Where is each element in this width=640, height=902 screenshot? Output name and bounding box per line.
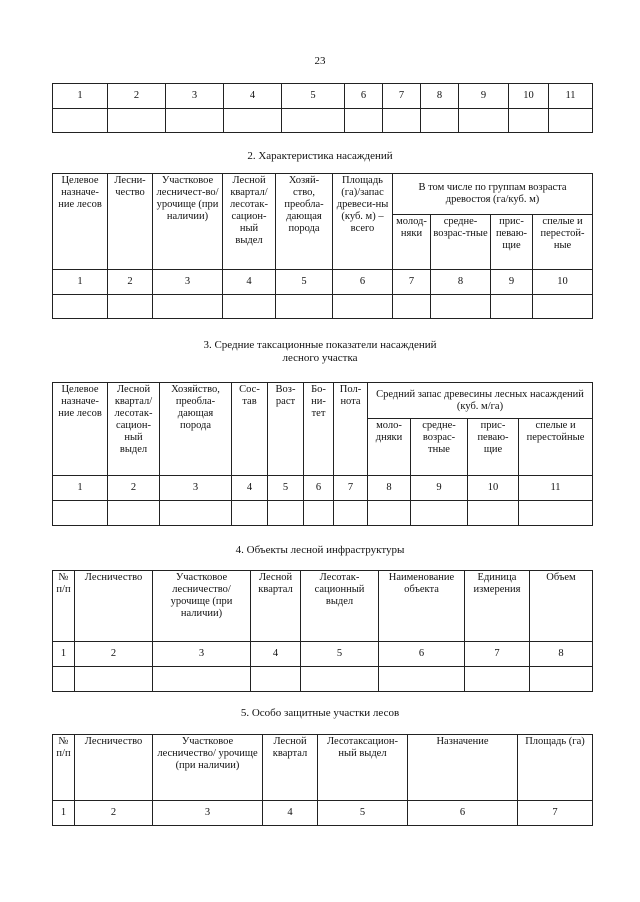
table-header-row xyxy=(53,174,593,215)
col-number: 1 xyxy=(53,270,108,295)
empty-cell xyxy=(379,667,465,692)
empty-cell xyxy=(509,109,549,133)
empty-cell xyxy=(224,109,282,133)
header-cell: Лесотаксацион-ный выдел xyxy=(318,735,408,801)
header-cell: Участковое лесничест-во/урочище (при наличии) xyxy=(153,174,223,270)
header-cell: Бо-ни-тет xyxy=(304,383,334,476)
empty-cell xyxy=(533,295,593,319)
header-cell: Целевое назначе-ние лесов xyxy=(53,383,108,476)
header-cell: Лесной квартал/ лесотак-сацион-ный выдел xyxy=(223,174,276,270)
empty-cell xyxy=(368,501,411,526)
section-title-line: 3. Средние таксационные показатели насаждений xyxy=(203,339,437,351)
col-number: 5 xyxy=(282,84,345,109)
empty-cell xyxy=(108,295,153,319)
empty-cell xyxy=(223,295,276,319)
table-row xyxy=(53,667,593,692)
empty-cell xyxy=(301,667,379,692)
col-number: 11 xyxy=(549,84,593,109)
empty-cell xyxy=(160,501,232,526)
empty-cell xyxy=(276,295,333,319)
subheader-cell: спелые и перестой-ные xyxy=(533,215,593,270)
table-row xyxy=(53,84,593,109)
col-number: 7 xyxy=(518,801,593,826)
header-cell: Участковое лесничество/ урочище (при наличии) xyxy=(153,571,251,642)
col-number: 3 xyxy=(153,801,263,826)
col-number: 5 xyxy=(301,642,379,667)
table-forest-infrastructure xyxy=(52,570,593,692)
header-cell: Лесничество xyxy=(75,571,153,642)
header-cell: Лесной квартал xyxy=(251,571,301,642)
section-title: 2. Характеристика насаждений xyxy=(247,150,393,162)
table-row xyxy=(53,801,593,826)
col-number: 4 xyxy=(224,84,282,109)
empty-cell xyxy=(75,667,153,692)
subheader-cell: спелые и перестойные xyxy=(519,419,593,476)
col-number: 6 xyxy=(379,642,465,667)
table-stand-characteristics xyxy=(52,173,593,319)
col-number: 7 xyxy=(383,84,421,109)
empty-cell xyxy=(468,501,519,526)
col-number: 2 xyxy=(108,476,160,501)
col-number: 6 xyxy=(408,801,518,826)
page-number: 23 xyxy=(314,55,326,67)
empty-cell xyxy=(459,109,509,133)
col-number: 2 xyxy=(108,84,166,109)
header-cell: Хозяйство, преобла-дающая порода xyxy=(160,383,232,476)
col-number: 8 xyxy=(421,84,459,109)
empty-cell xyxy=(304,501,334,526)
empty-cell xyxy=(334,501,368,526)
col-number: 6 xyxy=(304,476,334,501)
col-number: 7 xyxy=(334,476,368,501)
empty-cell xyxy=(431,295,491,319)
empty-cell xyxy=(53,667,75,692)
col-number: 4 xyxy=(223,270,276,295)
empty-cell xyxy=(153,667,251,692)
table-header-row xyxy=(53,571,593,642)
table-row xyxy=(53,476,593,501)
table-header-row xyxy=(53,735,593,801)
header-cell: Объем xyxy=(530,571,593,642)
subheader-cell: средне-возрас-тные xyxy=(431,215,491,270)
header-cell: Площадь (га)/запас древеси-ны (куб. м) – всего xyxy=(333,174,393,270)
col-number: 9 xyxy=(491,270,533,295)
section-title-line: лесного участка xyxy=(282,352,358,364)
header-cell: Средний запас древесины лесных насаждений (куб. м/га) xyxy=(368,383,593,419)
col-number: 4 xyxy=(251,642,301,667)
empty-cell xyxy=(411,501,468,526)
col-number: 6 xyxy=(333,270,393,295)
table-taxation-indicators xyxy=(52,382,593,526)
table-row xyxy=(53,642,593,667)
col-number: 7 xyxy=(465,642,530,667)
empty-cell xyxy=(465,667,530,692)
table-row xyxy=(53,270,593,295)
col-number: 9 xyxy=(411,476,468,501)
empty-cell xyxy=(421,109,459,133)
col-number: 3 xyxy=(153,270,223,295)
header-cell: Участковое лесничество/ урочище (при наличии) xyxy=(153,735,263,801)
header-cell: № п/п xyxy=(53,571,75,642)
empty-cell xyxy=(232,501,268,526)
col-number: 8 xyxy=(530,642,593,667)
col-number: 1 xyxy=(53,801,75,826)
header-cell: Лесничество xyxy=(75,735,153,801)
header-cell: № п/п xyxy=(53,735,75,801)
table-row xyxy=(53,109,593,133)
header-cell: Лесной квартал xyxy=(263,735,318,801)
col-number: 10 xyxy=(509,84,549,109)
header-cell: Лесотак-сационный выдел xyxy=(301,571,379,642)
section-title: 5. Особо защитные участки лесов xyxy=(240,707,400,719)
empty-cell xyxy=(519,501,593,526)
col-number: 11 xyxy=(519,476,593,501)
header-cell: Площадь (га) xyxy=(518,735,593,801)
col-number: 2 xyxy=(75,801,153,826)
subheader-cell: моло-дняки xyxy=(368,419,411,476)
empty-cell xyxy=(268,501,304,526)
col-number: 8 xyxy=(368,476,411,501)
col-number: 2 xyxy=(75,642,153,667)
col-number: 3 xyxy=(153,642,251,667)
subheader-cell: средне-возрас-тные xyxy=(411,419,468,476)
col-number: 2 xyxy=(108,270,153,295)
col-number: 1 xyxy=(53,476,108,501)
empty-cell xyxy=(491,295,533,319)
empty-cell xyxy=(153,295,223,319)
table-row xyxy=(53,501,593,526)
header-cell: Сос-тав xyxy=(232,383,268,476)
empty-cell xyxy=(166,109,224,133)
empty-cell xyxy=(108,501,160,526)
header-cell: Хозяй-ство, преобла-дающая порода xyxy=(276,174,333,270)
col-number: 4 xyxy=(232,476,268,501)
table-row xyxy=(53,295,593,319)
header-cell: Воз-раст xyxy=(268,383,304,476)
header-cell: Наименование объекта xyxy=(379,571,465,642)
empty-cell xyxy=(393,295,431,319)
section-title: 4. Объекты лесной инфраструктуры xyxy=(235,544,405,556)
empty-cell xyxy=(383,109,421,133)
col-number: 8 xyxy=(431,270,491,295)
empty-cell xyxy=(333,295,393,319)
table-specially-protected-areas xyxy=(52,734,593,826)
col-number: 6 xyxy=(345,84,383,109)
header-cell: Лесни-чество xyxy=(108,174,153,270)
header-cell: Назначение xyxy=(408,735,518,801)
header-cell: Лесной квартал/ лесотак-сацион-ный выдел xyxy=(108,383,160,476)
col-number: 4 xyxy=(263,801,318,826)
table-continuation xyxy=(52,83,593,133)
col-number: 10 xyxy=(533,270,593,295)
empty-cell xyxy=(53,501,108,526)
col-number: 7 xyxy=(393,270,431,295)
col-number: 3 xyxy=(166,84,224,109)
header-cell: В том числе по группам возраста древостоя (га/куб. м) xyxy=(393,174,593,215)
col-number: 10 xyxy=(468,476,519,501)
subheader-cell: молод-няки xyxy=(393,215,431,270)
col-number: 5 xyxy=(318,801,408,826)
empty-cell xyxy=(530,667,593,692)
empty-cell xyxy=(549,109,593,133)
table-header-row xyxy=(53,383,593,419)
header-cell: Целевое назначе-ние лесов xyxy=(53,174,108,270)
subheader-cell: прис-певаю-щие xyxy=(491,215,533,270)
empty-cell xyxy=(282,109,345,133)
col-number: 1 xyxy=(53,642,75,667)
col-number: 3 xyxy=(160,476,232,501)
header-cell: Пол-нота xyxy=(334,383,368,476)
col-number: 1 xyxy=(53,84,108,109)
col-number: 9 xyxy=(459,84,509,109)
empty-cell xyxy=(53,295,108,319)
empty-cell xyxy=(251,667,301,692)
col-number: 5 xyxy=(276,270,333,295)
col-number: 5 xyxy=(268,476,304,501)
subheader-cell: прис-певаю-щие xyxy=(468,419,519,476)
empty-cell xyxy=(108,109,166,133)
section-title xyxy=(0,339,640,365)
empty-cell xyxy=(345,109,383,133)
header-cell: Единица измерения xyxy=(465,571,530,642)
empty-cell xyxy=(53,109,108,133)
